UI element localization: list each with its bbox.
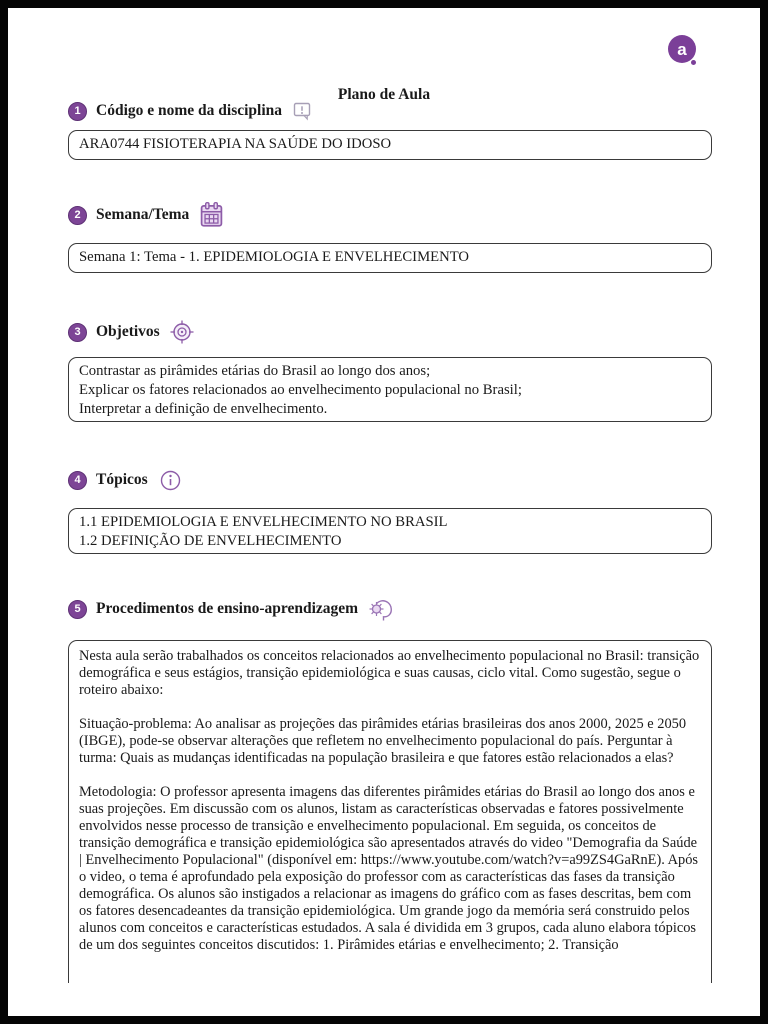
page-title: Plano de Aula — [337, 86, 431, 103]
alert-bubble-icon — [291, 100, 313, 122]
section-1-header — [68, 100, 313, 122]
week-theme-box — [68, 243, 712, 273]
objectives-box — [68, 357, 712, 422]
topic-line: 1.2 DEFINIÇÃO DE ENVELHECIMENTO — [79, 533, 342, 549]
info-icon — [157, 467, 184, 494]
section-2-label: Semana/Tema — [96, 206, 190, 223]
section-3-badge: 3 — [68, 323, 87, 342]
procedures-paragraph: Nesta aula serão trabalhados os conceitos relacionados ao envelhecimento populacional no Brasil: transição demográfica e seus estágios, transição epidemiológica e suas causas, ciclo vital. Como sugestão, segue o roteiro abaixo: — [79, 648, 700, 698]
brand-logo-dot — [691, 60, 696, 65]
section-4-label: Tópicos — [96, 471, 148, 488]
mind-gear-icon — [367, 595, 395, 623]
section-2-header — [68, 204, 225, 226]
section-3-header — [68, 321, 195, 343]
topics-box — [68, 508, 712, 554]
week-theme-text: Semana 1: Tema - 1. EPIDEMIOLOGIA E ENVELHECIMENTO — [79, 249, 470, 265]
section-2-badge: 2 — [68, 206, 87, 225]
section-1-badge: 1 — [68, 102, 87, 121]
section-1-label: Código e nome da disciplina — [96, 102, 283, 119]
discipline-text: ARA0744 FISIOTERAPIA NA SAÚDE DO IDOSO — [79, 136, 392, 152]
discipline-box — [68, 130, 712, 160]
brand-logo-letter: a — [677, 39, 687, 59]
objective-line: Contrastar as pirâmides etárias do Brasil ao longo dos anos; — [79, 363, 431, 379]
section-5-label: Procedimentos de ensino-aprendizagem — [96, 600, 359, 617]
brand-logo — [668, 35, 696, 63]
section-5-header — [68, 598, 395, 620]
target-icon — [169, 319, 195, 345]
section-4-header — [68, 469, 184, 491]
topic-line: 1.1 EPIDEMIOLOGIA E ENVELHECIMENTO NO BRASIL — [79, 514, 448, 530]
section-4-badge: 4 — [68, 471, 87, 490]
objective-line: Explicar os fatores relacionados ao envelhecimento populacional no Brasil; — [79, 382, 522, 398]
procedures-box — [68, 640, 712, 983]
procedures-paragraph: Metodologia: O professor apresenta imagens das diferentes pirâmides etárias do Brasil ao longo dos anos e suas projeções. Em discussão com os alunos, listam as características observadas e fatores possivelmente envolvidos nesse processo de transição e envelhecimento populacional. Em seguida, os conceitos de transição demográfica e transição epidemiológica são apresentados através do video "Demografia da Saúde | Envelhecimento Populacional" (disponível em: https://www.youtube.com/watch?v=a99ZS4GaRnE). Após o video, o tema é aprofundado pela exposição do professor com as características das fases da transição demográfica. Os alunos são instigados a relacionar as imagens do gráfico com as fases descritas, bem com os fatores desencadeantes da transição epidemiológica. Um grande jogo da memória será construido pelos alunos com conceitos e características estudados. A sala é dividida em 3 grupos, cada aluno elabora tópicos de um dos seguintes conceitos discutidos: 1. Pirâmides etárias e envelhecimento; 2. Transição — [79, 784, 699, 953]
objective-line: Interpretar a definição de envelhecimento. — [79, 401, 328, 417]
calendar-icon — [198, 201, 225, 229]
procedures-paragraph: Situação-problema: Ao analisar as projeções das pirâmides etárias brasileiras dos anos 2000, 2025 e 2050 (IBGE), pode-se observar alterações que refletem no envelhecimento populacional do país. Perguntar à turma: Quais as mudanças identificadas na população brasileira e que fatores estão relacionados a elas? — [79, 716, 687, 766]
section-3-label: Objetivos — [96, 323, 160, 340]
section-5-badge: 5 — [68, 600, 87, 619]
